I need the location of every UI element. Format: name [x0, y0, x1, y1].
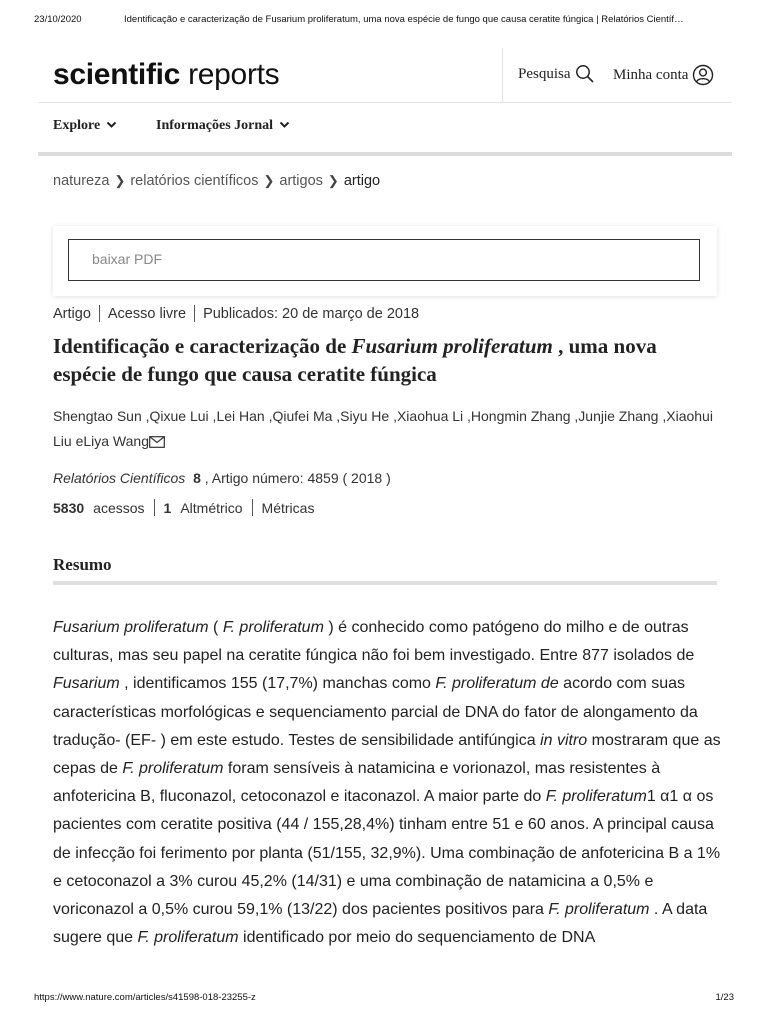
- download-pdf-button[interactable]: [68, 239, 700, 281]
- article-type: Artigo: [53, 305, 91, 322]
- authors-text[interactable]: Shengtao Sun ,Qixue Lui ,Lei Han ,Qiufei Ma ,Siyu He ,Xiaohua Li ,Hongmin Zhang ,Junjie Zhang ,Xiaohui Liu eLiya Wang: [53, 408, 713, 449]
- print-footer: [34, 992, 734, 1006]
- download-pdf-label: baixar PDF: [92, 251, 163, 267]
- site-header: [38, 48, 732, 103]
- journal-info-label: Informações Jornal: [156, 118, 274, 133]
- print-header: [34, 14, 734, 28]
- search-button[interactable]: [518, 64, 595, 84]
- breadcrumb-current: artigo: [343, 173, 381, 189]
- altmetric-count: 1: [163, 499, 172, 516]
- download-panel: [53, 226, 717, 296]
- print-date: 23/10/2020: [34, 14, 82, 25]
- abstract-text: ) é conhecido como patógeno do milho e de outras culturas, mas seu papel na ceratite fúngica não foi bem investigado. Entre 877 isolados de: [53, 619, 695, 665]
- account-button[interactable]: [613, 64, 714, 86]
- header-divider: [502, 48, 503, 102]
- species-name: Fusarium proliferatum: [351, 334, 553, 358]
- abstract-italic-term: F. proliferatum: [122, 760, 224, 778]
- abstract-italic-term: F. proliferatum: [548, 901, 650, 919]
- abstract-heading: Resumo: [53, 555, 717, 585]
- abstract-body: [53, 614, 723, 952]
- breadcrumb-natureza[interactable]: natureza: [53, 173, 110, 189]
- abstract-text: . A data sugere que: [53, 901, 708, 947]
- meta-divider: [99, 305, 100, 322]
- sub-navigation: [38, 102, 732, 156]
- abstract-text: (: [208, 619, 223, 636]
- journal-citation: [53, 470, 391, 486]
- search-label: Pesquisa: [518, 65, 571, 82]
- article-metrics: [53, 499, 314, 516]
- account-label: Minha conta: [613, 66, 689, 83]
- abstract-text: acordo com suas características morfológicas e sequenciamento parcial de DNA do fator de alongamento da tradução- (EF- ) em este estudo. Testes de sensibilidade antifúngica: [53, 675, 698, 749]
- abstract-text: 1 α1 α os pacientes com ceratite positiva (44 / 155,28,4%) tinham entre 51 e 60 anos. A principal causa de infecção foi ferimento por planta (51/155, 32,9%). Uma combinação de anfotericina B a 1% e cetoconazol a 3% curou 45,2% (14/31) e uma combinação de natamicina a 0,5% e voriconazol a 0,5% curou 59,1% (13/22) dos pacientes positivos para: [53, 788, 721, 919]
- abstract-italic-term: F. proliferatum: [222, 619, 324, 636]
- explore-label: Explore: [53, 118, 101, 133]
- accesses-count: 5830: [53, 499, 85, 516]
- search-icon: [575, 64, 595, 84]
- article-number: , Artigo número: 4859 ( 2018 ): [200, 470, 391, 486]
- breadcrumb: [53, 173, 380, 189]
- metrics-link[interactable]: Métricas: [261, 499, 315, 516]
- breadcrumb-relatorios[interactable]: relatórios científicos: [130, 173, 259, 189]
- print-page-number: 1/23: [715, 992, 734, 1003]
- chevron-down-icon: [279, 118, 290, 134]
- chevron-right-icon: ❯: [263, 173, 275, 188]
- accesses-label: acessos: [93, 499, 145, 516]
- chevron-right-icon: ❯: [114, 173, 126, 188]
- abstract-italic-term: Fusarium: [53, 675, 120, 693]
- abstract-italic-term: Fusarium proliferatum: [53, 619, 209, 636]
- abstract-italic-term: F. proliferatum de: [435, 675, 559, 693]
- journal-volume: 8: [193, 470, 201, 486]
- abstract-text: , identificamos 155 (17,7%) manchas como: [119, 675, 436, 693]
- breadcrumb-artigos[interactable]: artigos: [279, 173, 323, 189]
- published-date: Publicados: 20 de março de 2018: [203, 305, 420, 322]
- journal-name[interactable]: Relatórios Científicos: [53, 470, 186, 486]
- meta-divider: [194, 305, 195, 322]
- abstract-text: foram sensíveis à natamicina e vorionazol, mas resistentes à anfotericina B, fluconazol, cetoconazol e itaconazol. A maior parte do: [53, 760, 661, 806]
- abstract-text: mostraram que as cepas de: [53, 731, 721, 778]
- print-document-title: Identificação e caracterização de Fusarium proliferatum, uma nova espécie de fungo que causa ceratite fúngica | Relatórios Científ…: [124, 14, 684, 25]
- chevron-down-icon: [106, 118, 117, 134]
- user-icon: [692, 64, 714, 86]
- abstract-italic-term: F. proliferatum: [545, 788, 647, 806]
- access-status: Acesso livre: [107, 305, 187, 322]
- explore-menu[interactable]: [53, 118, 117, 134]
- article-meta: [53, 305, 419, 322]
- altmetric-label: Altmétrico: [180, 499, 243, 516]
- chevron-right-icon: ❯: [327, 173, 339, 188]
- author-list: [53, 404, 721, 456]
- mail-icon[interactable]: [149, 431, 165, 456]
- article-title: Identificação e caracterização de Fusarium proliferatum , uma nova espécie de fungo que causa ceratite fúngica: [53, 334, 657, 386]
- metrics-divider: [154, 499, 155, 516]
- metrics-divider: [252, 499, 253, 516]
- abstract-italic-term: F. proliferatum: [137, 929, 239, 947]
- journal-info-menu[interactable]: [156, 118, 290, 134]
- site-logo[interactable]: scientific reports: [53, 58, 280, 91]
- abstract-italic-term: in vitro: [540, 731, 588, 749]
- print-url: https://www.nature.com/articles/s41598-018-23255-z: [34, 992, 256, 1003]
- abstract-text: identificado por meio do sequenciamento de DNA: [238, 929, 596, 947]
